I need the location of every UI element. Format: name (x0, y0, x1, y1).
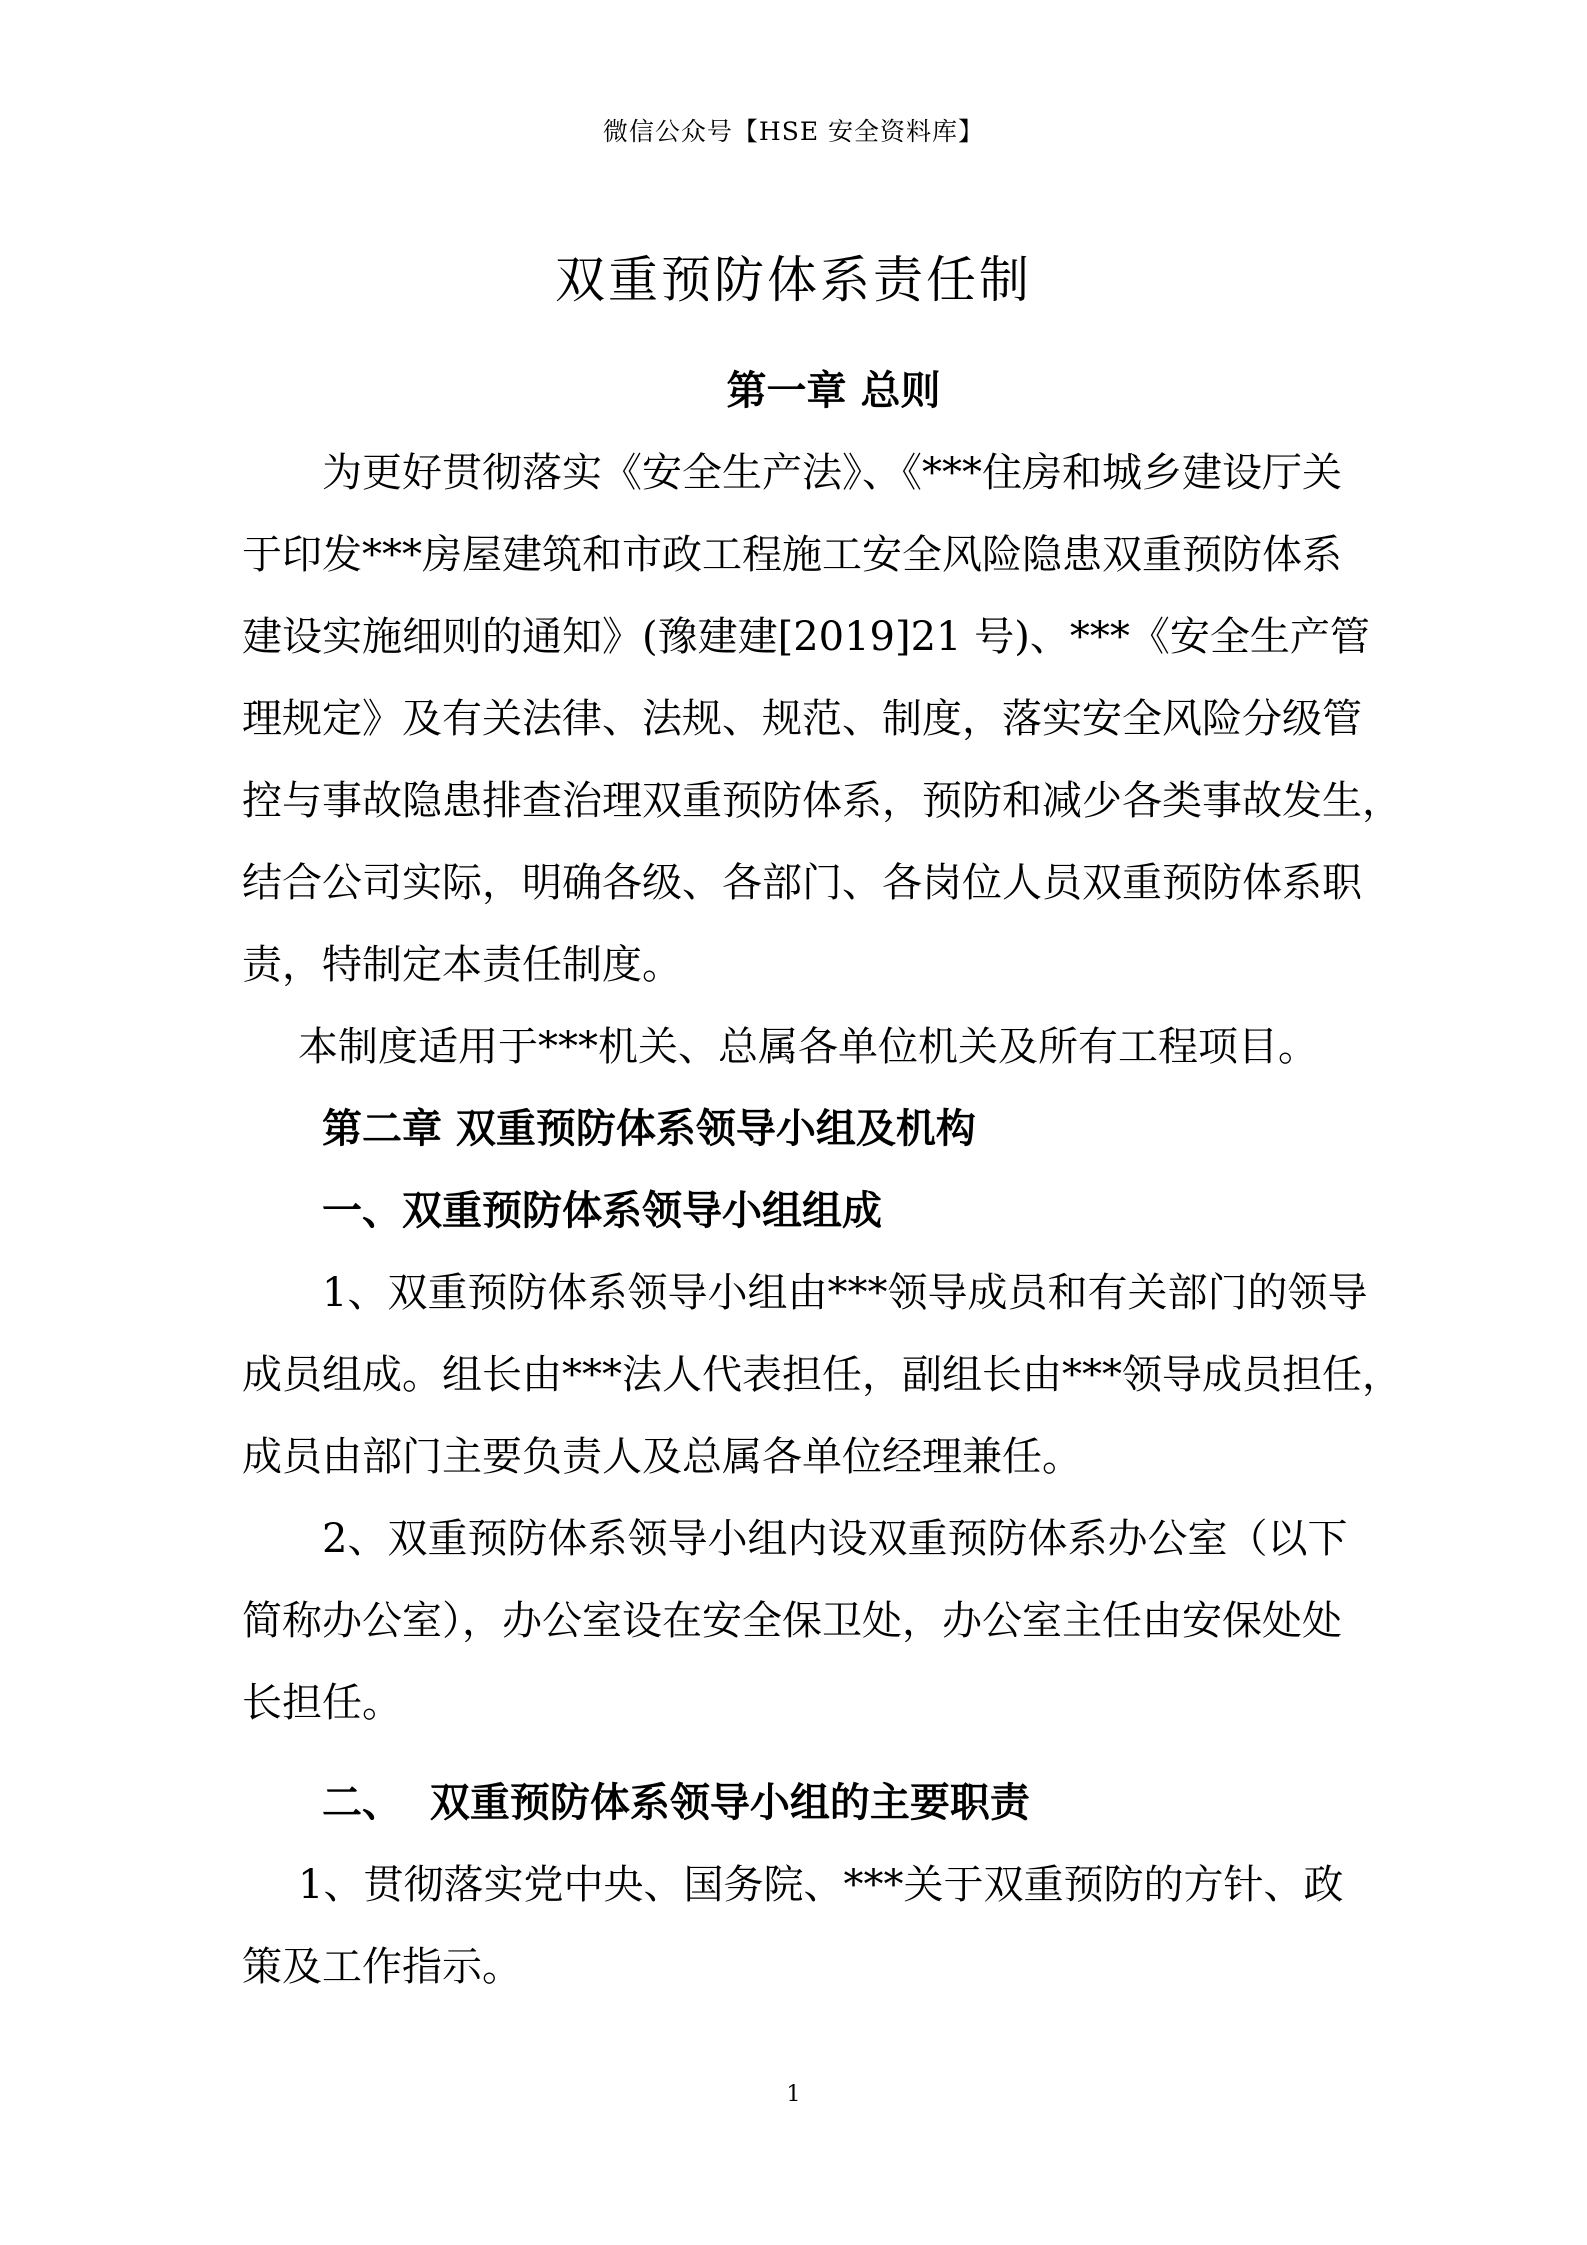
text-line: 简称办公室），办公室设在安全保卫处，办公室主任由安保处处 (242, 1598, 1342, 1644)
chapter-2-heading: 第二章 双重预防体系领导小组及机构 (322, 1105, 976, 1152)
text-line: 2、双重预防体系领导小组内设双重预防体系办公室（以下 (322, 1516, 1348, 1562)
paragraph-item-1 (242, 1252, 1402, 1498)
paragraph-item-2 (242, 1498, 1350, 1744)
text-line: 于印发***房屋建筑和市政工程施工安全风险隐患双重预防体系 (242, 532, 1342, 578)
paragraph-purpose (242, 432, 1402, 1006)
text-line: 成员由部门主要负责人及总属各单位经理兼任。 (242, 1434, 1082, 1480)
chapter-1-heading: 第一章 总则 (726, 367, 941, 414)
text-line: 成员组成。组长由***法人代表担任，副组长由***领导成员担任， (242, 1352, 1402, 1398)
section-1-heading: 一、双重预防体系领导小组组成 (322, 1187, 882, 1234)
text-line: 控与事故隐患排查治理双重预防体系，预防和减少各类事故发生， (242, 778, 1402, 824)
text-line: 1、双重预防体系领导小组由***领导成员和有关部门的领导 (322, 1270, 1368, 1316)
text-line: 理规定》及有关法律、法规、规范、制度，落实安全风险分级管 (242, 696, 1362, 742)
text-line: 结合公司实际，明确各级、各部门、各岗位人员双重预防体系职 (242, 860, 1362, 906)
page-number: 1 (786, 2082, 801, 2107)
text-line: 1、贯彻落实党中央、国务院、***关于双重预防的方针、政 (298, 1862, 1344, 1908)
text-line: 本制度适用于***机关、总属各单位机关及所有工程项目。 (298, 1024, 1318, 1070)
text-line: 长担任。 (242, 1680, 402, 1726)
paragraph-scope (298, 1006, 1406, 1088)
text-line: 责，特制定本责任制度。 (242, 942, 682, 988)
text-line: 为更好贯彻落实《安全生产法》、《***住房和城乡建设厅关 (322, 450, 1342, 496)
text-line: 策及工作指示。 (242, 1944, 522, 1990)
paragraph-item-3 (242, 1844, 1350, 2008)
text-line: 建设实施细则的通知》(豫建建[2019]21 号)、***《安全生产管 (242, 614, 1370, 660)
section-2-heading: 二、 双重预防体系领导小组的主要职责 (322, 1779, 1030, 1826)
page-header: 微信公众号【HSE 安全资料库】 (602, 117, 985, 146)
document-title: 双重预防体系责任制 (555, 251, 1032, 309)
